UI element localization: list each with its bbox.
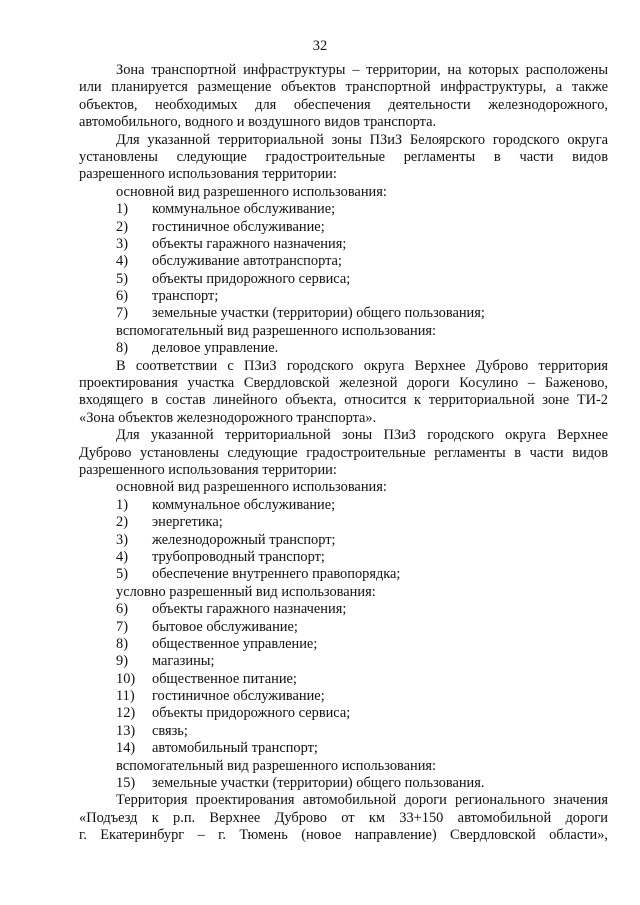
- paragraph-line: разрешенного использования территории:: [79, 166, 337, 183]
- list-item: [79, 253, 608, 270]
- paragraph: [79, 792, 608, 844]
- list-item-text: автомобильный транспорт;: [152, 740, 318, 757]
- list-item-text: связь;: [152, 722, 188, 739]
- list-heading: основной вид разрешенного использования:: [116, 479, 387, 496]
- list-item-text: деловое управление.: [152, 340, 279, 357]
- list-item-text: коммунальное обслуживание;: [152, 496, 336, 513]
- list-item: [79, 705, 608, 722]
- list-item-text: объекты придорожного сервиса;: [152, 705, 351, 722]
- list-item-text: трубопроводный транспорт;: [152, 548, 325, 565]
- paragraph-line: объектов, необходимых для обеспечения деятельности железнодорожного,: [79, 96, 608, 113]
- list-item: [79, 566, 608, 583]
- list-heading: вспомогательный вид разрешенного использования:: [116, 757, 437, 774]
- page-number: 32: [312, 38, 328, 54]
- list-item-text: магазины;: [152, 653, 215, 670]
- paragraph-line: Дуброво установлены следующие градостроительные регламенты в части видов: [79, 444, 608, 461]
- list-item-text: обслуживание автотранспорта;: [152, 253, 342, 270]
- list-item: [79, 219, 608, 236]
- paragraph-line: или планируется размещение объектов транспортной инфраструктуры, а также: [79, 79, 608, 96]
- list-item-number: 14): [116, 740, 136, 757]
- list-item-number: 15): [116, 775, 136, 792]
- list-item: [79, 688, 608, 705]
- list-item-number: 11): [116, 688, 135, 705]
- list-item-number: 5): [116, 566, 128, 583]
- list-item: [79, 619, 608, 636]
- paragraph-line: установлены следующие градостроительные регламенты в части видов: [79, 148, 608, 165]
- list-item-number: 7): [116, 618, 128, 635]
- list-item-number: 6): [116, 288, 128, 305]
- list-item-number: 1): [116, 201, 128, 218]
- list-item-text: бытовое обслуживание;: [152, 618, 298, 635]
- paragraph: [79, 427, 608, 479]
- paragraph-line: Территория проектирования автомобильной дороги регионального значения: [116, 792, 608, 809]
- list-item-number: 4): [116, 253, 128, 270]
- list-item: [79, 653, 608, 670]
- list-item-text: общественное управление;: [152, 635, 318, 652]
- list-item-number: 8): [116, 635, 128, 652]
- list-item-number: 4): [116, 548, 128, 565]
- paragraph: [79, 62, 608, 132]
- paragraph-line: «Зона объектов железнодорожного транспорта».: [79, 409, 377, 426]
- list-item-number: 1): [116, 496, 128, 513]
- list-item-text: обеспечение внутреннего правопорядка;: [152, 566, 401, 583]
- paragraph-line: «Подъезд к р.п. Верхнее Дуброво от км 33+150 автомобильной дороги: [79, 809, 608, 826]
- list-item: [79, 340, 608, 357]
- list-item-number: 2): [116, 218, 128, 235]
- list-item-number: 8): [116, 340, 128, 357]
- list-item-text: железнодорожный транспорт;: [152, 531, 336, 548]
- list-item: [79, 723, 608, 740]
- list-item: [79, 671, 608, 688]
- paragraph-line: входящего в состав линейного объекта, относится к территориальной зоне ТИ-2: [79, 392, 608, 409]
- paragraph-line: Для указанной территориальной зоны ПЗиЗ городского округа Верхнее: [116, 427, 608, 444]
- list-item-number: 7): [116, 305, 128, 322]
- paragraph-line: г. Екатеринбург – г. Тюмень (новое направление) Свердловской области»,: [79, 827, 608, 844]
- list-item: [79, 636, 608, 653]
- list-item: [79, 775, 608, 792]
- list-item-number: 2): [116, 514, 128, 531]
- list-item-text: коммунальное обслуживание;: [152, 201, 336, 218]
- list-item: [79, 497, 608, 514]
- list-item-text: объекты гаражного назначения;: [152, 235, 347, 252]
- list-item-number: 9): [116, 653, 128, 670]
- list-item-text: земельные участки (территории) общего пользования.: [152, 775, 485, 792]
- list-item-number: 10): [116, 670, 136, 687]
- list-item: [79, 740, 608, 757]
- list-item: [79, 549, 608, 566]
- list-heading: вспомогательный вид разрешенного использования:: [116, 322, 437, 339]
- list-item-text: земельные участки (территории) общего пользования;: [152, 305, 485, 322]
- list-item-number: 5): [116, 270, 128, 287]
- paragraph-line: автомобильного, водного и воздушного видов транспорта.: [79, 114, 437, 131]
- list-item: [79, 236, 608, 253]
- list-item-number: 13): [116, 722, 136, 739]
- list-item-text: энергетика;: [152, 514, 223, 531]
- list-item: [79, 288, 608, 305]
- paragraph-line: Для указанной территориальной зоны ПЗиЗ Белоярского городского округа: [116, 131, 608, 148]
- paragraph: [79, 358, 608, 428]
- list-heading: основной вид разрешенного использования:: [116, 183, 387, 200]
- paragraph: [79, 132, 608, 184]
- list-item-number: 3): [116, 235, 128, 252]
- list-item-text: общественное питание;: [152, 670, 297, 687]
- document-body: [79, 62, 608, 845]
- list-item: [79, 271, 608, 288]
- list-item: [79, 601, 608, 618]
- list-item-number: 6): [116, 601, 128, 618]
- list-item: [79, 305, 608, 322]
- list-item-text: объекты придорожного сервиса;: [152, 270, 351, 287]
- paragraph-line: разрешенного использования территории:: [79, 461, 337, 478]
- list-item-number: 12): [116, 705, 136, 722]
- list-item-text: гостиничное обслуживание;: [152, 218, 325, 235]
- paragraph-line: проектирования участка Свердловской железной дороги Косулино – Баженово,: [79, 375, 608, 392]
- paragraph-line: Зона транспортной инфраструктуры – территории, на которых расположены: [116, 62, 608, 78]
- list-item: [79, 514, 608, 531]
- list-item-number: 3): [116, 531, 128, 548]
- list-item-text: объекты гаражного назначения;: [152, 601, 347, 618]
- list-heading: условно разрешенный вид использования:: [116, 583, 376, 600]
- paragraph-line: В соответствии с ПЗиЗ городского округа Верхнее Дуброво территория: [116, 357, 608, 374]
- list-item-text: гостиничное обслуживание;: [152, 688, 325, 705]
- list-item-text: транспорт;: [152, 288, 219, 305]
- list-item: [79, 201, 608, 218]
- list-item: [79, 532, 608, 549]
